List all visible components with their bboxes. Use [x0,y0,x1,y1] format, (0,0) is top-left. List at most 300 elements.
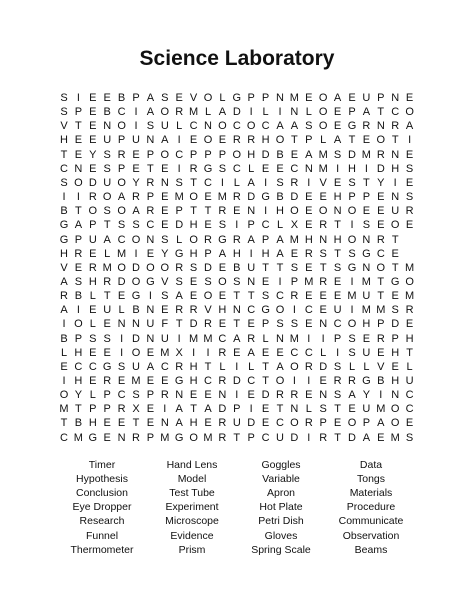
grid-letter: L [406,360,413,373]
grid-letter: S [405,162,414,175]
grid-letter: A [146,360,155,373]
grid-letter: N [391,148,400,161]
grid-letter: S [405,431,414,444]
grid-letter: P [146,389,155,402]
word-list-item: Microscope [165,515,219,528]
grid-letter: I [120,346,124,359]
grid-letter: I [292,375,296,387]
grid-letter: P [333,332,342,345]
grid-letter: T [147,162,154,175]
grid-letter: O [318,92,328,104]
grid-letter: E [89,162,97,175]
grid-letter: U [391,205,400,218]
grid-letter: C [261,431,270,444]
grid-letter: N [290,106,299,119]
grid-letter: O [218,275,227,288]
grid-letter: D [88,176,97,189]
word-list-item: Eye Dropper [72,501,132,514]
word-list-item: Conclusion [76,487,128,500]
grid-letter: P [204,247,212,260]
grid-letter: O [117,261,126,274]
grid-letter: O [246,120,256,133]
grid-letter: M [304,275,314,288]
grid-letter: C [60,431,68,444]
grid-letter: C [117,389,126,402]
grid-letter: E [233,205,241,218]
grid-letter: S [146,120,155,133]
grid-letter: S [60,176,68,189]
grid-letter: O [390,403,400,416]
grid-letter: I [134,120,138,133]
grid-letter: E [405,176,414,189]
grid-letter: D [175,219,184,232]
grid-letter: P [377,92,385,104]
puzzle-title: Science Laboratory [139,47,335,70]
grid-letter: A [405,120,414,133]
grid-letter: O [131,275,141,288]
grid-letter: E [189,389,198,402]
grid-letter: H [74,375,83,387]
grid-letter: O [117,205,126,218]
grid-letter: G [390,275,400,288]
grid-letter: U [103,176,112,189]
grid-letter: M [361,304,371,317]
grid-letter: P [117,162,126,175]
grid-letter: A [233,332,241,345]
grid-letter: O [160,261,170,274]
grid-letter: P [290,275,299,288]
grid-letter: H [391,375,400,387]
grid-letter: S [204,275,212,288]
grid-letter: M [73,431,83,444]
grid-letter: R [391,120,400,133]
grid-letter: L [219,360,226,373]
grid-letter: R [160,389,169,402]
grid-letter: G [232,92,242,104]
grid-letter: O [102,191,112,204]
grid-letter: B [103,106,111,119]
grid-letter: E [218,318,227,331]
grid-letter: B [276,191,284,204]
grid-letter: A [276,233,284,246]
grid-letter: V [60,120,68,133]
word-list-item: Hand Lens [166,459,218,471]
grid-letter: U [160,332,169,345]
grid-letter: E [305,318,313,331]
grid-letter: O [189,431,198,444]
grid-letter: I [350,275,354,288]
grid-letter: C [117,233,126,246]
grid-letter: U [103,304,112,317]
grid-letter: T [233,431,241,444]
grid-letter: I [177,162,181,175]
grid-letter: T [60,417,68,430]
grid-letter: R [88,191,97,204]
grid-letter: E [161,375,169,387]
grid-letter: R [348,375,356,387]
grid-letter: O [117,176,126,189]
grid-letter: A [276,247,284,260]
grid-letter: R [304,417,313,430]
grid-letter: N [160,417,169,430]
grid-letter: T [262,261,269,274]
grid-letter: R [319,275,328,288]
grid-letter: L [104,247,111,260]
grid-letter: N [146,233,155,246]
grid-letter: E [362,332,371,345]
grid-letter: C [175,148,184,161]
grid-letter: A [146,106,155,119]
grid-letter: H [333,233,342,246]
grid-letter: E [333,275,342,288]
grid-letter: E [89,375,97,387]
grid-letter: R [218,375,227,387]
word-list-item: Communicate [338,515,404,528]
grid-letter: G [174,431,184,444]
grid-letter: I [220,176,224,189]
grid-letter: E [103,318,111,331]
grid-letter: M [405,290,415,303]
grid-letter: H [247,148,256,161]
grid-letter: P [89,403,97,416]
grid-letter: O [290,417,299,430]
grid-letter: N [218,389,227,402]
grid-letter: C [247,375,256,387]
grid-letter: E [247,389,255,402]
grid-letter: T [75,205,82,218]
grid-letter: R [74,247,83,260]
grid-letter: X [132,403,140,416]
grid-letter: T [276,261,284,274]
grid-letter: E [204,417,212,430]
grid-letter: M [289,332,299,345]
grid-letter: O [347,205,357,218]
word-list-item: Gloves [264,529,298,542]
grid-letter: O [59,389,69,402]
grid-letter: D [132,261,140,274]
grid-letter: R [232,233,241,246]
grid-letter: M [203,431,213,444]
grid-letter: B [117,92,126,104]
grid-letter: C [204,375,212,387]
grid-letter: M [174,191,184,204]
grid-letter: D [261,148,270,161]
word-list-item: Hot Plate [259,501,303,514]
grid-letter: M [390,431,400,444]
grid-letter: I [76,304,80,317]
grid-letter: E [405,318,414,331]
grid-letter: N [276,92,284,104]
grid-letter: S [333,360,342,373]
grid-letter: I [235,360,239,373]
grid-letter: T [262,375,269,387]
grid-letter: R [319,219,328,232]
grid-letter: Y [74,389,83,402]
grid-letter: G [174,247,184,260]
grid-letter: P [189,148,198,161]
grid-letter: S [132,219,140,232]
grid-letter: S [333,261,342,274]
grid-letter: D [247,417,256,430]
grid-letter: C [304,304,313,317]
grid-letter: O [275,134,285,147]
grid-letter: O [160,148,170,161]
grid-letter: T [75,120,82,133]
grid-letter: E [305,205,313,218]
grid-letter: A [377,417,385,430]
word-list-item: Funnel [85,529,119,542]
grid-letter: S [218,162,227,175]
grid-letter: R [146,176,155,189]
grid-letter: U [405,375,414,387]
grid-letter: I [249,403,253,416]
grid-letter: L [305,106,312,119]
grid-letter: I [292,304,296,317]
grid-letter: P [391,332,399,345]
grid-letter: R [132,431,140,444]
grid-letter: E [261,403,270,416]
grid-letter: X [290,219,299,232]
grid-letter: I [177,134,181,147]
grid-letter: A [204,403,212,416]
grid-letter: P [74,233,83,246]
grid-letter: A [333,134,342,147]
grid-letter: O [189,233,198,246]
grid-letter: E [189,275,198,288]
grid-letter: C [160,360,169,373]
grid-letter: C [261,219,270,232]
grid-letter: N [362,233,371,246]
grid-letter: E [348,403,356,416]
word-list-item: Thermometer [70,543,134,556]
grid-letter: I [278,275,282,288]
grid-letter: I [249,106,253,119]
grid-letter: A [247,233,255,246]
grid-letter: I [76,92,80,104]
grid-letter: L [248,162,255,175]
grid-letter: B [60,332,68,345]
grid-letter: A [333,92,342,104]
grid-letter: I [264,205,268,218]
grid-letter: G [261,304,270,317]
grid-letter: I [76,191,80,204]
grid-letter: N [175,389,184,402]
grid-letter: R [175,261,184,274]
grid-letter: N [204,120,212,133]
grid-letter: S [218,219,227,232]
grid-letter: N [146,134,155,147]
grid-letter: A [132,205,140,218]
grid-letter: S [189,261,198,274]
grid-letter: T [204,360,212,373]
grid-letter: T [377,290,385,303]
grid-letter: T [406,346,413,359]
grid-letter: S [348,247,356,260]
grid-letter: E [377,205,385,218]
grid-letter: G [261,191,270,204]
letter-grid [57,92,418,444]
grid-letter: M [189,332,199,345]
grid-letter: S [290,261,299,274]
grid-letter: E [189,290,198,303]
grid-letter: C [391,106,400,119]
grid-letter: A [305,148,313,161]
grid-letter: N [333,205,342,218]
grid-letter: P [146,148,155,161]
grid-letter: D [290,191,299,204]
grid-letter: G [146,275,155,288]
grid-letter: O [290,205,299,218]
grid-letter: P [146,191,155,204]
grid-letter: C [204,176,212,189]
grid-letter: E [189,134,198,147]
grid-letter: S [333,148,342,161]
grid-letter: D [204,261,212,274]
grid-letter: L [219,92,226,104]
grid-letter: D [376,162,385,175]
grid-letter: O [376,261,386,274]
grid-letter: O [390,417,400,430]
grid-letter: N [232,304,241,317]
grid-letter: R [276,389,284,402]
grid-letter: H [189,247,198,260]
grid-letter: R [88,261,97,274]
grid-letter: V [161,275,169,288]
grid-letter: Y [132,176,140,189]
grid-letter: E [117,417,126,430]
grid-letter: P [89,219,97,232]
grid-letter: R [304,247,313,260]
grid-letter: O [376,134,386,147]
grid-letter: R [333,375,342,387]
grid-letter: P [247,92,255,104]
grid-letter: L [60,346,68,359]
grid-letter: D [218,403,227,416]
grid-letter: O [117,120,126,133]
grid-letter: I [278,106,282,119]
grid-letter: M [102,261,112,274]
grid-letter: R [319,431,328,444]
grid-letter: M [117,247,127,260]
grid-letter: T [276,403,284,416]
grid-letter: I [206,346,210,359]
grid-letter: H [189,375,198,387]
grid-letter: H [232,247,241,260]
grid-letter: I [235,219,239,232]
grid-letter: A [117,191,126,204]
grid-letter: T [391,134,399,147]
grid-letter: E [60,360,68,373]
grid-letter: V [204,304,212,317]
grid-letter: U [247,261,256,274]
grid-letter: L [262,332,269,345]
grid-letter: E [348,92,356,104]
grid-letter: A [161,134,169,147]
grid-letter: E [117,290,126,303]
grid-letter: I [62,318,66,331]
grid-letter: P [247,431,255,444]
grid-letter: E [391,360,399,373]
grid-letter: D [319,360,328,373]
grid-letter: E [132,148,140,161]
grid-letter: S [391,304,399,317]
grid-letter: U [232,417,241,430]
grid-letter: E [405,92,414,104]
grid-letter: R [117,148,126,161]
grid-letter: O [318,120,328,133]
grid-letter: D [132,332,140,345]
grid-letter: G [174,375,184,387]
grid-letter: D [290,431,299,444]
grid-letter: I [336,162,340,175]
grid-letter: L [248,360,255,373]
grid-letter: S [161,290,169,303]
grid-letter: E [319,191,327,204]
grid-letter: R [290,389,299,402]
grid-letter: E [89,120,97,133]
grid-letter: E [305,191,313,204]
grid-letter: N [74,162,83,175]
grid-letter: S [117,360,126,373]
grid-letter: S [89,332,97,345]
grid-letter: E [276,346,284,359]
grid-letter: T [103,290,111,303]
word-list-item: Observation [342,529,400,542]
grid-letter: H [261,247,270,260]
grid-letter: S [348,346,356,359]
grid-letter: R [290,176,299,189]
grid-letter: R [218,346,227,359]
grid-letter: N [160,176,169,189]
grid-letter: S [103,205,111,218]
grid-letter: E [333,176,342,189]
grid-letter: I [264,176,268,189]
grid-letter: R [189,304,198,317]
grid-letter: T [233,318,241,331]
grid-letter: L [348,360,356,373]
grid-letter: T [377,275,385,288]
grid-letter: I [249,247,253,260]
grid-letter: R [290,290,299,303]
grid-letter: Y [362,389,371,402]
grid-letter: I [163,403,167,416]
grid-letter: M [376,403,386,416]
grid-letter: A [175,403,183,416]
grid-letter: I [307,176,311,189]
grid-letter: R [175,360,184,373]
grid-letter: C [146,219,155,232]
grid-letter: P [74,332,83,345]
grid-letter: S [161,233,169,246]
grid-letter: E [74,148,83,161]
word-list-item: Experiment [165,501,219,514]
grid-letter: E [218,290,227,303]
grid-letter: E [103,92,111,104]
grid-letter: O [390,219,400,232]
grid-letter: U [88,233,97,246]
grid-letter: E [89,134,97,147]
grid-letter: I [134,247,138,260]
grid-letter: O [131,346,141,359]
grid-letter: R [376,233,385,246]
grid-letter: S [175,176,183,189]
grid-letter: N [247,275,256,288]
grid-letter: C [117,106,126,119]
grid-letter: N [304,162,313,175]
grid-letter: E [261,162,270,175]
grid-letter: P [261,318,270,331]
word-list-item: Prism [178,543,206,556]
